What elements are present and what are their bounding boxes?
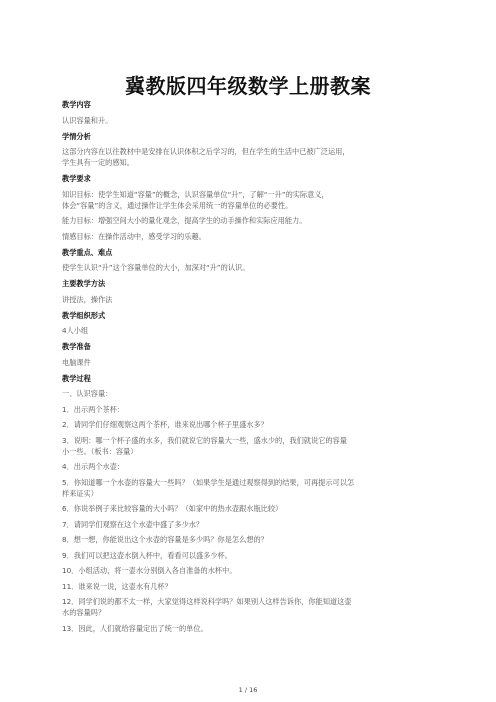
process-line: 小一些。（板书：容量） bbox=[62, 446, 138, 456]
process-line: 10．小组活动，将一壶水分别倒入各自准备的水杯中。 bbox=[62, 566, 237, 575]
section-text: 体会“容量”的含义，通过操作让学生体会采用统一的容量单位的必要性。 bbox=[62, 200, 293, 210]
section-text: 这部分内容在以往教材中是安排在认识体积之后学习的，但在学生的生活中已被广泛运用， bbox=[62, 147, 350, 156]
process-line: 9．我们可以把这壶水倒入杯中，看看可以盛多少杯。 bbox=[62, 550, 232, 560]
process-line: 12．同学们说的都不太一样，大家觉得这样说科学吗？如果别人这样告诉你，你能知道这壶 bbox=[62, 597, 352, 606]
section-text: 4人小组 bbox=[62, 326, 89, 335]
section-text: 使学生认识“升”这个容量单位的大小，加深对“升”的认识。 bbox=[62, 263, 250, 272]
section-heading-methods: 主要教学方法 bbox=[62, 279, 106, 288]
process-line: 8．想一想，你能说出这个水壶的容量是多少吗？你是怎么想的？ bbox=[62, 535, 268, 544]
section-text: 知识目标：使学生知道“容量”的概念，认识容量单位“升”，了解“一升”的实际意义， bbox=[62, 189, 329, 199]
section-text: 讲授法，操作法 bbox=[62, 294, 113, 304]
process-line: 6．你说举例子来比较容量的大小吗？（如家中的热水壶跟水瓶比较） bbox=[62, 504, 283, 513]
process-line: 13．因此，人们就给容量定出了统一的单位。 bbox=[62, 623, 208, 633]
process-line: 2．请同学们仔细观察这两个茶杯，谁来说出哪个杯子里盛水多？ bbox=[62, 420, 268, 429]
section-heading-preparation: 教学准备 bbox=[62, 342, 91, 351]
page-number: 1 / 16 bbox=[238, 686, 258, 694]
section-text: 认识容量和升。 bbox=[62, 115, 113, 125]
section-heading-key-points: 教学重点、难点 bbox=[62, 247, 113, 257]
process-line: 样来证实） bbox=[62, 488, 98, 498]
section-heading-process: 教学过程 bbox=[62, 373, 91, 383]
process-line: 1．出示两个茶杯： bbox=[62, 404, 125, 414]
document-title: 冀教版四年级数学上册教案 bbox=[125, 74, 371, 98]
process-line: 一、认识容量： bbox=[62, 389, 113, 398]
section-text: 能力目标：增强空间大小的量化观念，提高学生的动手操作和实际应用能力。 bbox=[62, 216, 307, 225]
section-heading-organization: 教学组织形式 bbox=[62, 310, 106, 320]
process-line: 11．谁来说一说，这壶水有几杯？ bbox=[62, 581, 172, 591]
process-line: 4．出示两个水壶： bbox=[62, 462, 125, 471]
document-body bbox=[62, 99, 438, 634]
section-text: 学生具有一定的感知。 bbox=[62, 158, 134, 167]
section-text: 情感目标：在操作活动中，感受学习的乐趣。 bbox=[62, 231, 206, 241]
section-heading-content: 教学内容 bbox=[62, 100, 91, 109]
process-line: 3．说明：哪一个杯子盛的水多，我们就说它的容量大一些，盛水少的，我们就说它的容量 bbox=[62, 435, 347, 445]
section-heading-analysis: 学情分析 bbox=[62, 131, 91, 141]
section-heading-requirements: 教学要求 bbox=[62, 174, 91, 183]
process-line: 水的容量吗？ bbox=[62, 608, 106, 617]
process-line: 5．你知道哪一个水壶的容量大一些吗？（如果学生是通过观察得到的结果，可再提示可以怎 bbox=[62, 477, 355, 487]
process-line: 7．请同学们观察在这个水壶中盛了多少水？ bbox=[62, 519, 204, 529]
section-text: 电脑课件 bbox=[62, 357, 91, 367]
